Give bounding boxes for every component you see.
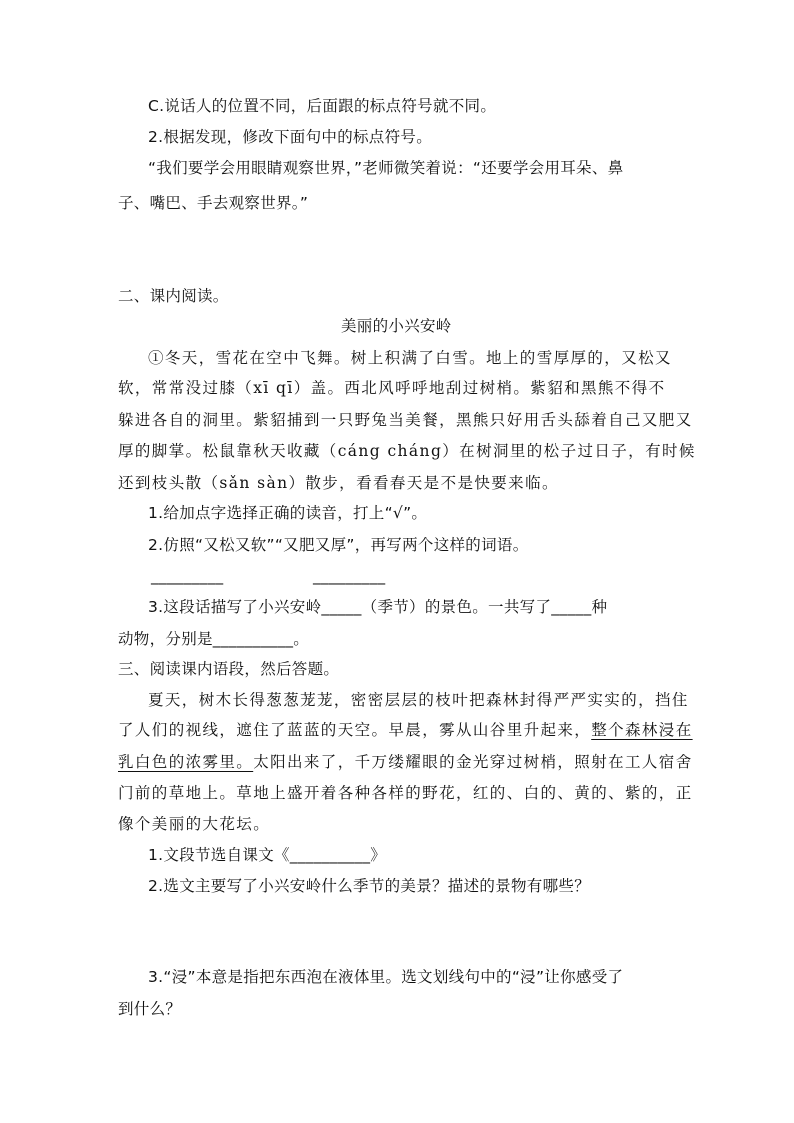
- summer-line-3-text: 太阳出来了，千万缕耀眼的金光穿过树梢，照射在工人宿舍: [253, 753, 693, 771]
- quote-line-1: “我们要学会用眼睛观察世界，”老师微笑着说：“还要学会用耳朵、鼻: [148, 159, 624, 177]
- option-c: C.说话人的位置不同，后面跟的标点符号就不同。: [148, 97, 497, 115]
- section-3-heading: 三、阅读课内语段，然后答题。: [118, 660, 340, 678]
- passage-line-4: 厚的脚掌。松鼠靠秋天收藏（cáng cháng）在树洞里的松子过日子，有时候: [118, 442, 696, 460]
- summer-question-3-line-2: 到什么？: [118, 1000, 182, 1018]
- summer-line-1: 夏天，树木长得葱葱茏茏，密密层层的枝叶把森林封得严严实实的，挡住: [148, 691, 689, 709]
- summer-line-3: [118, 752, 693, 772]
- quote-line-2: 子、嘴巴、手去观察世界。”: [118, 194, 309, 212]
- summer-line-2-text: 了人们的视线，遮住了蓝蓝的天空。早晨，雾从山谷里升起来，: [118, 721, 592, 739]
- summer-question-1: 1.文段节选自课文《__________》: [148, 846, 387, 864]
- summer-line-4: 门前的草地上。草地上盛开着各种各样的野花，红的、白的、黄的、紫的，正: [118, 784, 693, 802]
- underlined-sentence-part-2: 乳白色的浓雾里。: [118, 753, 254, 771]
- summer-question-3-line-1: 3.“浸”本意是指把东西泡在液体里。选文划线句中的“浸”让你感受了: [148, 968, 624, 986]
- passage-line-3: 躲进各自的洞里。紫貂捕到一只野兔当美餐，黑熊只好用舌头舔着自己又肥又: [118, 411, 693, 429]
- passage-line-5: 还到枝头散（sǎn sàn）散步，看看春天是不是快要来临。: [118, 474, 559, 492]
- summer-line-2: [118, 720, 693, 740]
- underlined-sentence-part-1: 整个森林浸在: [591, 721, 693, 739]
- passage-line-1: ①冬天，雪花在空中飞舞。树上积满了白雪。地上的雪厚厚的，又松又: [148, 349, 672, 367]
- reading-question-1: 1.给加点字选择正确的读音，打上“√”。: [148, 504, 428, 522]
- answer-blank-2[interactable]: _________: [313, 567, 386, 585]
- passage-line-2: 软，常常没过膝（xī qī）盖。西北风呼呼地刮过树梢。紫貂和黑熊不得不: [118, 379, 666, 397]
- question-2: 2.根据发现，修改下面句中的标点符号。: [148, 128, 432, 146]
- summer-question-2: 2.选文主要写了小兴安岭什么季节的美景？描述的景物有哪些？: [148, 877, 590, 895]
- reading-question-3-line-2: 动物，分别是__________。: [118, 630, 310, 648]
- passage-title: 美丽的小兴安岭: [341, 317, 452, 335]
- summer-line-5: 像个美丽的大花坛。: [118, 815, 271, 833]
- section-2-heading: 二、课内阅读。: [118, 287, 229, 305]
- reading-question-3-line-1: 3.这段话描写了小兴安岭_____（季节）的景色。一共写了_____种: [148, 598, 608, 616]
- answer-blank-1[interactable]: _________: [151, 567, 224, 585]
- reading-question-2: 2.仿照“又松又软”“又肥又厚”，再写两个这样的词语。: [148, 536, 529, 554]
